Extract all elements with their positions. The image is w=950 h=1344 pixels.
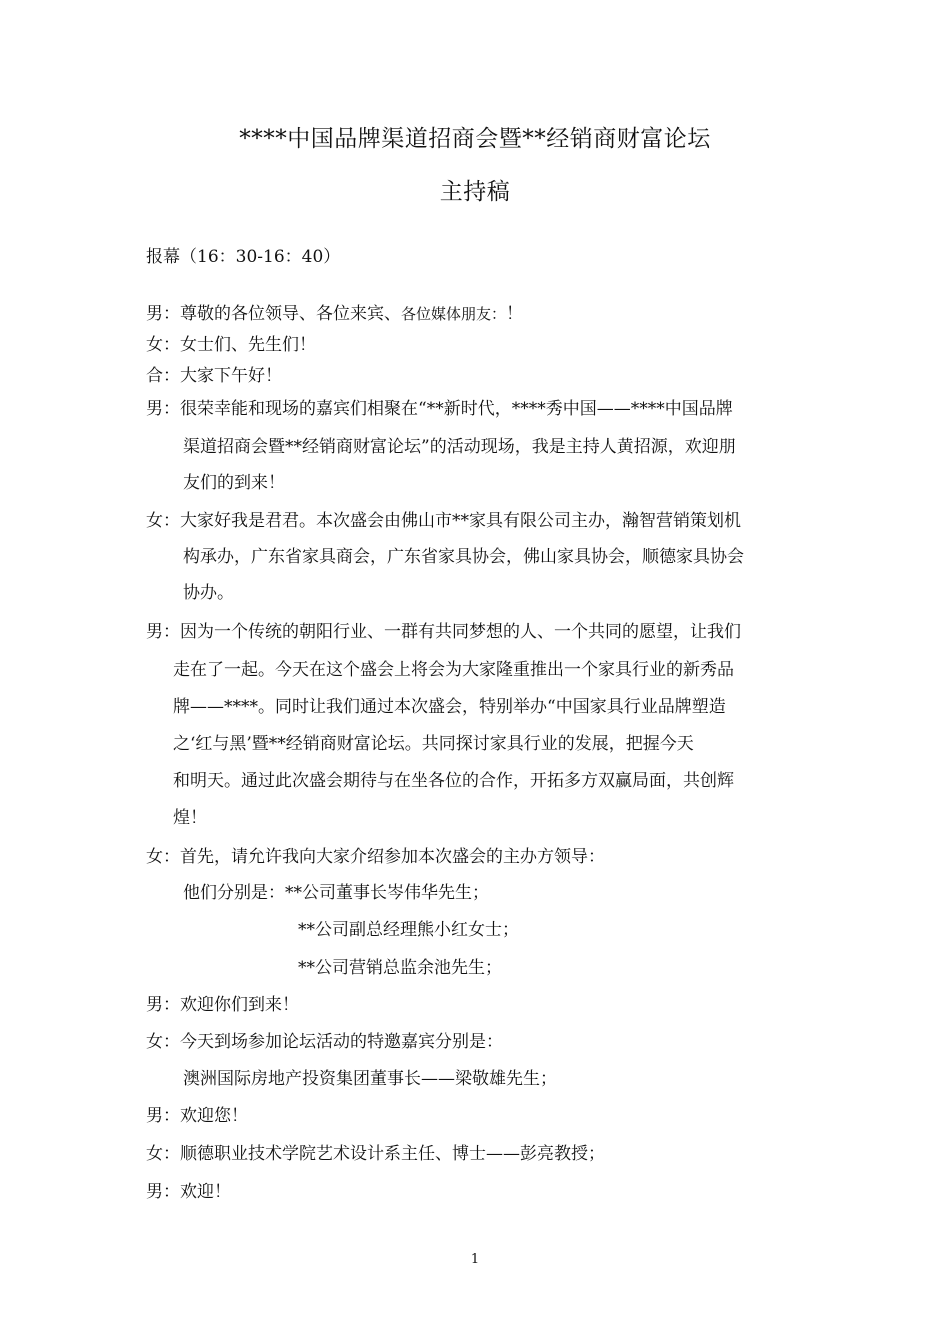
- text-line: 牌——****。同时让我们通过本次盛会，特别举办“中国家具行业品牌塑造: [173, 697, 726, 717]
- text-line: 之‘红与黑’暨**经销商财富论坛。共同探讨家具行业的发展，把握今天: [173, 734, 694, 754]
- text-line: **公司营销总监余池先生；: [298, 958, 502, 978]
- text-line: **公司副总经理熊小红女士；: [298, 920, 519, 940]
- document-subtitle: 主持稿: [439, 179, 511, 205]
- text-line: 男：尊敬的各位领导、各位来宾、各位媒体朋友：！: [146, 304, 524, 324]
- text-line: 渠道招商会暨**经销商财富论坛”的活动现场，我是主持人黄招源，欢迎朋: [183, 437, 736, 457]
- text-line: 协办。: [183, 583, 234, 603]
- text-line: 澳洲国际房地产投资集团董事长——梁敬雄先生；: [183, 1069, 557, 1089]
- text-line: 女：今天到场参加论坛活动的特邀嘉宾分别是：: [146, 1032, 503, 1052]
- text-line: 走在了一起。今天在这个盛会上将会为大家隆重推出一个家具行业的新秀品: [173, 660, 734, 680]
- text-line: 女：大家好我是君君。本次盛会由佛山市**家具有限公司主办，瀚智营销策划机: [146, 511, 741, 531]
- text-line: 合：大家下午好！: [146, 366, 282, 386]
- text-line: 男：欢迎您！: [146, 1106, 248, 1126]
- document-title: ****中国品牌渠道招商会暨**经销商财富论坛: [239, 126, 711, 152]
- page-number: 1: [470, 1252, 480, 1267]
- text-line: 友们的到来！: [183, 473, 285, 493]
- text-line: 女：女士们、先生们！: [146, 335, 316, 355]
- text-line: 他们分别是：**公司董事长岑伟华先生；: [183, 883, 489, 903]
- text-line: 男：很荣幸能和现场的嘉宾们相聚在“**新时代，****秀中国——****中国品牌: [146, 399, 733, 419]
- text-line: 煌！: [173, 808, 207, 828]
- text-line: 女：顺德职业技术学院艺术设计系主任、博士——彭亮教授；: [146, 1144, 605, 1164]
- text-line: 和明天。通过此次盛会期待与在坐各位的合作，开拓多方双赢局面，共创辉: [173, 771, 734, 791]
- text-line: 男：欢迎！: [146, 1182, 231, 1202]
- text-line: 男：欢迎你们到来！: [146, 995, 299, 1015]
- section-heading: 报幕（16：30-16：40）: [146, 247, 341, 267]
- text-line: 女：首先，请允许我向大家介绍参加本次盛会的主办方领导：: [146, 847, 605, 867]
- text-line: 男：因为一个传统的朝阳行业、一群有共同梦想的人、一个共同的愿望，让我们: [146, 622, 741, 642]
- text-line: 构承办，广东省家具商会，广东省家具协会，佛山家具协会，顺德家具协会: [183, 547, 744, 567]
